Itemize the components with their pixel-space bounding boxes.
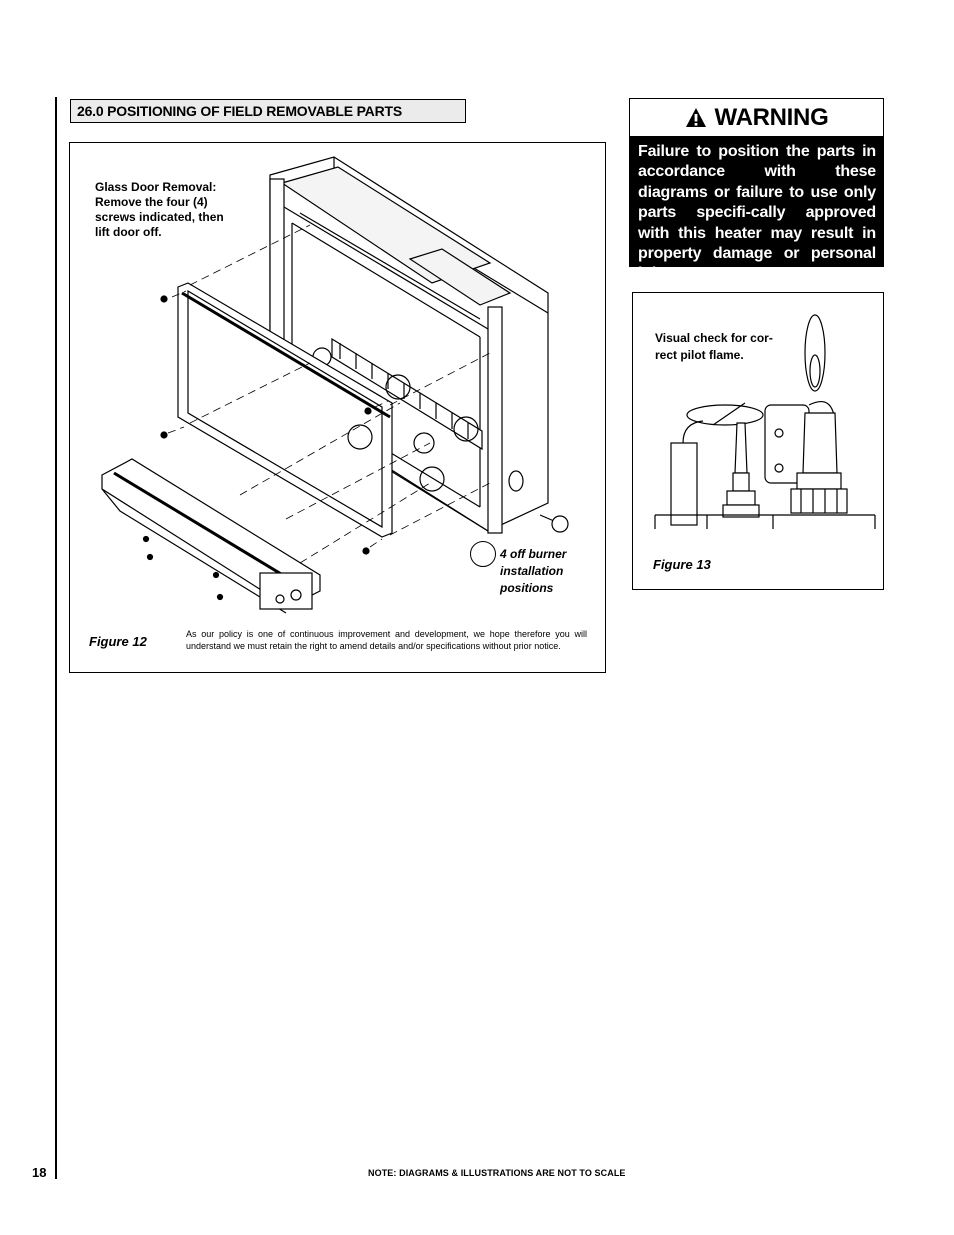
figure-13-panel <box>632 292 884 590</box>
figure-13-caption: Figure 13 <box>653 557 711 572</box>
warning-triangle-icon <box>685 107 707 129</box>
policy-note: As our policy is one of continuous improvement and development, we hope therefore you will understand we must retain the right to amend details and/or specifications without prior notice. <box>186 629 587 651</box>
figure-12-caption: Figure 12 <box>89 634 147 649</box>
warning-body: Failure to position the parts in accordance with these diagrams or failure to use only parts specifi-cally approved with this heater may result in property damage or personal injury. <box>638 143 876 283</box>
figure-12-panel <box>69 142 606 673</box>
burner-positions-text: 4 off burner installation positions <box>500 547 567 595</box>
footer-note: NOTE: DIAGRAMS & ILLUSTRATIONS ARE NOT TO SCALE <box>368 1168 626 1178</box>
pilot-flame-note: Visual check for cor-rect pilot flame. <box>655 331 773 362</box>
glass-door-removal-note: Glass Door Removal: Remove the four (4) screws indicated, then lift door off. <box>95 180 224 239</box>
legend-circle-icon <box>470 541 496 567</box>
left-margin-rule <box>55 97 57 1179</box>
warning-title: WARNING <box>714 103 829 131</box>
warning-header <box>630 99 883 136</box>
section-title: 26.0 POSITIONING OF FIELD REMOVABLE PARTS <box>70 99 466 123</box>
page-number: 18 <box>32 1165 47 1180</box>
warning-box <box>629 98 884 283</box>
